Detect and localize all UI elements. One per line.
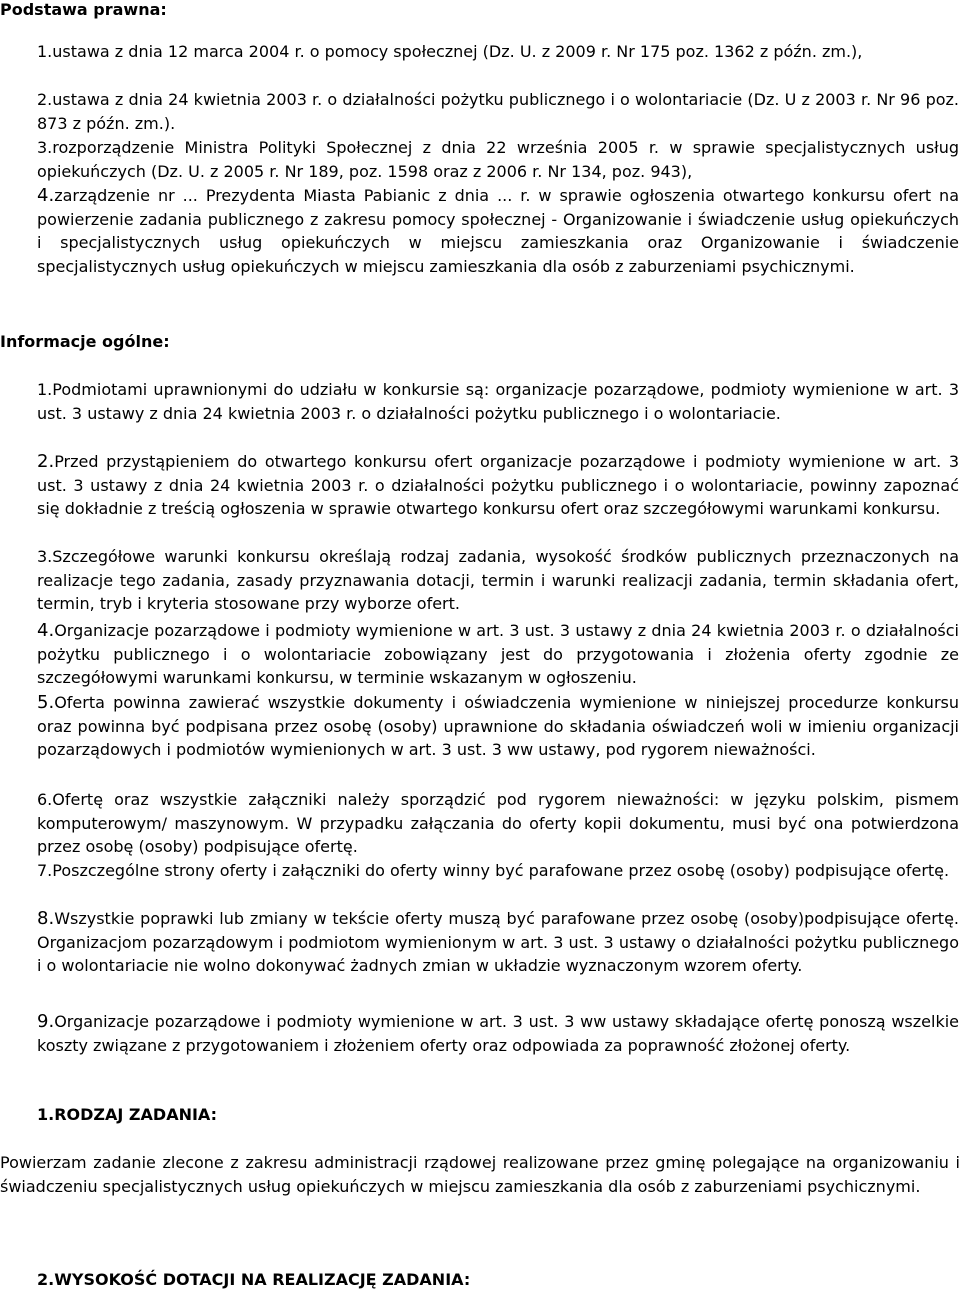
item-text: Przed przystąpieniem do otwartego konkursu ofert organizacje pozarządowe i podmioty wymienione w art. 3 ust. 3 ustawy z dnia 24 kwietnia 2003 r. o działalności pożytku publicznego i o wolontariacie, powinny zapoznać się dokładnie z treścią ogłoszenia w sprawie otwartego konkursu ofert oraz szczegółowymi warunkami konkursu. [37,452,959,518]
item-text: ustawa z dnia 12 marca 2004 r. o pomocy społecznej (Dz. U. z 2009 r. Nr 175 poz. 1362 z późn. zm.), [52,42,863,61]
general-info-item-8 [37,907,959,978]
item-text: Oferta powinna zawierać wszystkie dokumenty i oświadczenia wymienione w niniejszej procedurze konkursu oraz powinna być podpisana przez osobę (osoby) uprawnione do składania oświadczeń woli w imieniu organizacji pozarządowych i podmiotów wymienionych w art. 3 ust. 3 ww ustawy, pod rygorem nieważności. [37,693,959,759]
item-text: Szczegółowe warunki konkursu określają rodzaj zadania, wysokość środków publicznych przeznaczonych na realizacje tego zadania, zasady przyznawania dotacji, termin i warunki realizacji zadania, termin składania ofert, termin, tryb i kryteria stosowane przy wyborze ofert. [37,547,959,613]
general-info-item-3 [37,545,959,616]
legal-basis-item-3 [37,136,959,183]
task-type-text: Powierzam zadanie zlecone z zakresu administracji rządowej realizowane przez gminę polegające na organizowaniu i świadczeniu specjalistycznych usług opiekuńczych w miejscu zamieszkania dla osób z zaburzeniami psychicznymi. [0,1153,960,1196]
general-info-item-6 [37,788,959,859]
heading-task-type: 1.RODZAJ ZADANIA: [37,1105,217,1124]
item-number: 1. [37,42,53,61]
item-number: 4. [37,185,55,206]
item-number: 2. [37,90,53,109]
item-number: 4. [37,620,55,641]
heading-general-info: Informacje ogólne: [0,332,170,351]
item-text: Organizacje pozarządowe i podmioty wymienione w art. 3 ust. 3 ustawy z dnia 24 kwietnia 2003 r. o działalności pożytku publicznego i o wolontariacie zobowiązany jest do przygotowania i złożenia oferty zgodnie ze szczegółowymi warunkami konkursu, w terminie wskazanym w ogłoszeniu. [37,621,959,687]
item-text: ustawa z dnia 24 kwietnia 2003 r. o działalności pożytku publicznego i o wolontariacie (Dz. U z 2003 r. Nr 96 poz. 873 z późn. zm.). [37,90,959,133]
item-number: 6. [37,790,53,809]
item-text: Wszystkie poprawki lub zmiany w tekście oferty muszą być parafowane przez osobę (osoby)podpisujące ofertę. Organizacjom pozarządowym i podmiotom wymienionym w art. 3 ust. 3 ustawy o działalności pożytku publicznego i o wolontariacie nie wolno dokonywać żadnych zmian w układzie wyznaczonym wzorem oferty. [37,909,959,975]
legal-basis-item-2 [37,88,959,135]
item-number: 9. [37,1011,55,1032]
legal-basis-item-1 [37,40,959,64]
heading-grant-amount: 2.WYSOKOŚĆ DOTACJI NA REALIZACJĘ ZADANIA: [37,1270,471,1289]
general-info-item-1 [37,378,959,425]
general-info-item-2 [37,450,959,521]
item-number: 1. [37,380,53,399]
general-info-item-5 [37,691,959,762]
item-number: 3. [37,138,53,157]
item-text: zarządzenie nr ... Prezydenta Miasta Pabianic z dnia ... r. w sprawie ogłoszenia otwartego konkursu ofert na powierzenie zadania publicznego z zakresu pomocy społecznej - Organizowanie i świadczenie usług opiekuńczych i specjalistycznych usług opiekuńczych w miejscu zamieszkania oraz Organizowanie i świadczenie specjalistycznych usług opiekuńczych w miejscu zamieszkania dla osób z zaburzeniami psychicznymi. [37,186,959,276]
item-text: rozporządzenie Ministra Polityki Społecznej z dnia 22 września 2005 r. w sprawie specjalistycznych usług opiekuńczych (Dz. U. z 2005 r. Nr 189, poz. 1598 oraz z 2006 r. Nr 134, poz. 943), [37,138,959,181]
item-number: 7. [37,861,53,880]
general-info-item-7 [37,859,959,883]
item-number: 2. [37,451,55,472]
item-text: Podmiotami uprawnionymi do udziału w konkursie są: organizacje pozarządowe, podmioty wymienione w art. 3 ust. 3 ustawy z dnia 24 kwietnia 2003 r. o działalności pożytku publicznego i o wolontariacie. [37,380,959,423]
heading-legal-basis: Podstawa prawna: [0,0,167,19]
general-info-item-9 [37,1010,959,1057]
legal-basis-item-4 [37,184,959,278]
item-number: 3. [37,547,53,566]
item-number: 8. [37,908,55,929]
item-number: 5. [37,692,55,713]
general-info-item-4 [37,619,959,690]
item-text: Poszczególne strony oferty i załączniki do oferty winny być parafowane przez osobę (osoby) podpisujące ofertę. [52,861,950,880]
item-text: Ofertę oraz wszystkie załączniki należy sporządzić pod rygorem nieważności: w języku polskim, pismem komputerowym/ maszynowym. W przypadku załączania do oferty kopii dokumentu, musi być ona potwierdzona przez osobę (osoby) podpisujące ofertę. [37,790,959,856]
item-text: Organizacje pozarządowe i podmioty wymienione w art. 3 ust. 3 ww ustawy składające ofertę ponoszą wszelkie koszty związane z przygotowaniem i złożeniem oferty oraz odpowiada za poprawność złożonej oferty. [37,1012,959,1055]
